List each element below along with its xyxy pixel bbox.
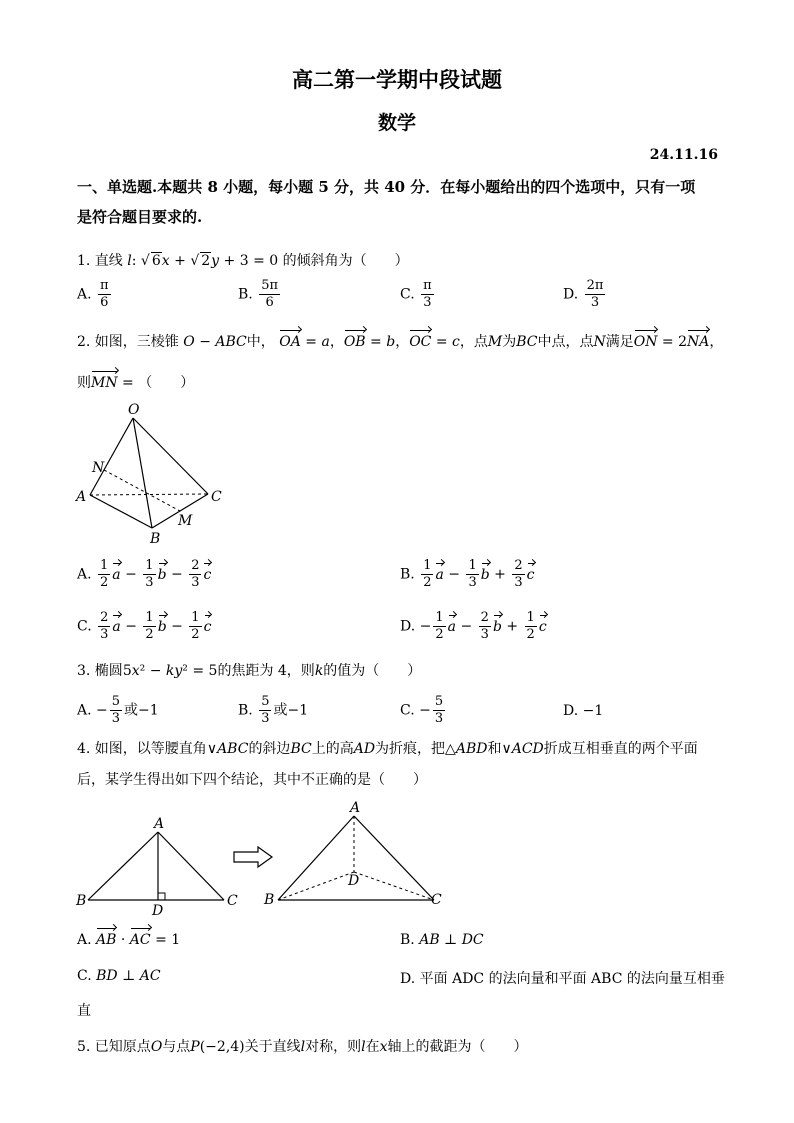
- q3-option-d[interactable]: [563, 703, 603, 719]
- q4-text: 上的高: [311, 741, 354, 757]
- option-label: B.: [238, 286, 253, 303]
- option-text: 平面 ADC 的法向量和平面 ABC 的法向量互相垂: [419, 971, 725, 987]
- section-instructions-line1: 一、单选题.本题共 8 小题，每小题 5 分，共 40 分．在每小题给出的四个选项中，只有一项: [77, 178, 696, 196]
- fig-label-a: A: [154, 816, 165, 832]
- question-1: [77, 250, 409, 270]
- q5-text: 5. 已知原点: [77, 1039, 151, 1055]
- q1-option-a[interactable]: [77, 278, 113, 311]
- q2-text: 中，: [246, 334, 275, 350]
- fig-label-n: N: [92, 460, 105, 476]
- q4-option-d-wrap: 直: [77, 1003, 91, 1019]
- q5-text: 对称，则: [305, 1039, 362, 1055]
- option-label: D.: [563, 703, 579, 719]
- q2-text: ，点: [459, 334, 488, 350]
- q1-option-d[interactable]: [563, 278, 607, 311]
- option-text: 或−1: [124, 702, 159, 719]
- question-4-line2: 后，某学生得出如下四个结论，其中不正确的是（ ）: [77, 772, 427, 788]
- fraction: [98, 278, 111, 311]
- fig-label-b: B: [76, 893, 87, 909]
- option-label: D.: [400, 971, 416, 987]
- option-label: C.: [77, 618, 92, 635]
- fig-label-a: A: [350, 800, 361, 816]
- q2-text: 2. 如图，三棱锥: [77, 334, 179, 350]
- q2-text: 中点，点: [537, 334, 594, 350]
- numerator: π: [100, 278, 109, 293]
- q4-option-b[interactable]: B. AB ⊥ DC: [400, 932, 484, 948]
- q1-suffix: 的倾斜角为（ ）: [282, 253, 409, 269]
- q2-option-c[interactable]: C. $\frac{2}{3}$ a − $\frac{1}{2}$ b − $\frac{1}{2}$ c: [77, 610, 212, 642]
- question-2-line2: 则MN = （ ）: [77, 375, 195, 391]
- option-label: B.: [400, 932, 415, 948]
- q5-text: 关于直线: [244, 1039, 301, 1055]
- option-label: A.: [77, 566, 92, 583]
- option-label: D.: [400, 618, 416, 635]
- q2-option-a[interactable]: A. $\frac{1}{2}$ a − $\frac{1}{3}$ b − $\frac{2}{3}$ c: [77, 558, 212, 590]
- q3-text: 的值为（ ）: [323, 663, 422, 679]
- fraction: [259, 278, 280, 311]
- fig-label-a: A: [76, 489, 87, 505]
- fig-label-m: M: [178, 513, 193, 529]
- fig-label-b: B: [150, 531, 161, 544]
- q4-option-d[interactable]: [400, 968, 725, 988]
- question-2-line1: 2. 如图，三棱锥 O − ABC中， OA = a，OB = b，OC = c，点M为BC中点，点N满足ON = 2NA，: [77, 334, 724, 350]
- option-label: B.: [238, 702, 253, 719]
- numerator: 5π: [261, 278, 279, 293]
- option-label: C.: [400, 286, 415, 303]
- q2-tetrahedron-figure: [70, 398, 230, 544]
- q4-text: 折成互相垂直的两个平面: [543, 741, 698, 757]
- option-text: 或−1: [273, 702, 309, 719]
- q5-text: 在: [365, 1039, 380, 1055]
- fig-label-c: C: [211, 489, 222, 505]
- fig-label-d: D: [348, 873, 360, 889]
- fig-label-o: O: [128, 402, 140, 418]
- fraction: [421, 278, 434, 311]
- q4-option-a[interactable]: A. AB · AC = 1: [77, 932, 181, 948]
- option-label: D.: [563, 286, 579, 303]
- fig-label-c: C: [227, 893, 238, 909]
- q2-text: （ ）: [138, 375, 195, 391]
- q5-text: 与点: [162, 1039, 191, 1055]
- fig-label-c: C: [431, 892, 442, 908]
- q2-text: 为: [502, 334, 517, 350]
- q4-text: 为折痕，把: [375, 741, 446, 757]
- option-label: A.: [77, 932, 92, 948]
- denominator: 6: [265, 295, 274, 310]
- fraction: [585, 278, 606, 311]
- q4-text: 4. 如图，以等腰直角: [77, 741, 207, 757]
- q1-option-b[interactable]: [238, 278, 282, 311]
- denominator: 3: [590, 295, 600, 310]
- option-label: A.: [77, 286, 92, 303]
- q2-option-d[interactable]: D. − $\frac{1}{2}$ a − $\frac{2}{3}$ b + $\frac{1}{2}$ c: [400, 610, 547, 642]
- q3-option-b[interactable]: B. $\frac{5}{3}$ 或−1: [238, 694, 309, 726]
- q3-text: 的焦距为 4，则: [217, 663, 315, 679]
- q4-text: 和: [487, 741, 502, 757]
- q3-option-c[interactable]: C. − $\frac{5}{3}$: [400, 694, 444, 726]
- q1-formula: l: √ 6x + √ 2y + 3 = 0: [127, 253, 279, 269]
- numerator: π: [423, 278, 432, 293]
- option-label: A.: [77, 702, 92, 719]
- option-label: B.: [400, 566, 415, 583]
- page-title: 高二第一学期中段试题: [292, 67, 502, 92]
- q2-text: 满足: [605, 334, 634, 350]
- fig-label-d: D: [152, 903, 164, 919]
- denominator: 6: [100, 295, 109, 310]
- q3-option-a[interactable]: A. − $\frac{5}{3}$ 或−1: [77, 694, 159, 726]
- question-3: 3. 椭圆5x² − ky² = 5的焦距为 4，则k的值为（ ）: [77, 663, 422, 679]
- q4-folded-figure: [262, 796, 452, 916]
- q5-text: 轴上的截距为（ ）: [387, 1039, 528, 1055]
- page-subject: 数学: [377, 112, 416, 134]
- exam-date: 24.11.16: [649, 147, 718, 163]
- q4-option-c[interactable]: C. BD ⊥ AC: [77, 968, 161, 984]
- q2-text: 则: [77, 375, 91, 391]
- q4-text: 的斜边: [248, 741, 291, 757]
- question-4-line1: 4. 如图，以等腰直角∨ABC的斜边BC上的高AD为折痕，把△ABD和∨ACD折成互相垂直的两个平面: [77, 741, 698, 757]
- q1-option-c[interactable]: [400, 278, 436, 311]
- option-label: C.: [77, 968, 92, 984]
- section-instructions-line2: 是符合题目要求的.: [77, 208, 203, 226]
- numerator: 2π: [586, 278, 604, 293]
- option-label: C.: [400, 702, 415, 719]
- q2-option-b[interactable]: B. $\frac{1}{2}$ a − $\frac{1}{3}$ b + $\frac{2}{3}$ c: [400, 558, 535, 590]
- q4-triangle-figure: [72, 812, 242, 922]
- option-text: = 1: [155, 932, 181, 948]
- question-5: 5. 已知原点O与点P(−2,4)关于直线l对称，则l在x轴上的截距为（ ）: [77, 1039, 528, 1055]
- q3-text: 3. 椭圆: [77, 663, 123, 679]
- fig-label-b: B: [264, 892, 275, 908]
- q1-prefix: 1. 直线: [77, 253, 123, 269]
- option-text: −1: [582, 703, 604, 719]
- denominator: 3: [423, 295, 432, 310]
